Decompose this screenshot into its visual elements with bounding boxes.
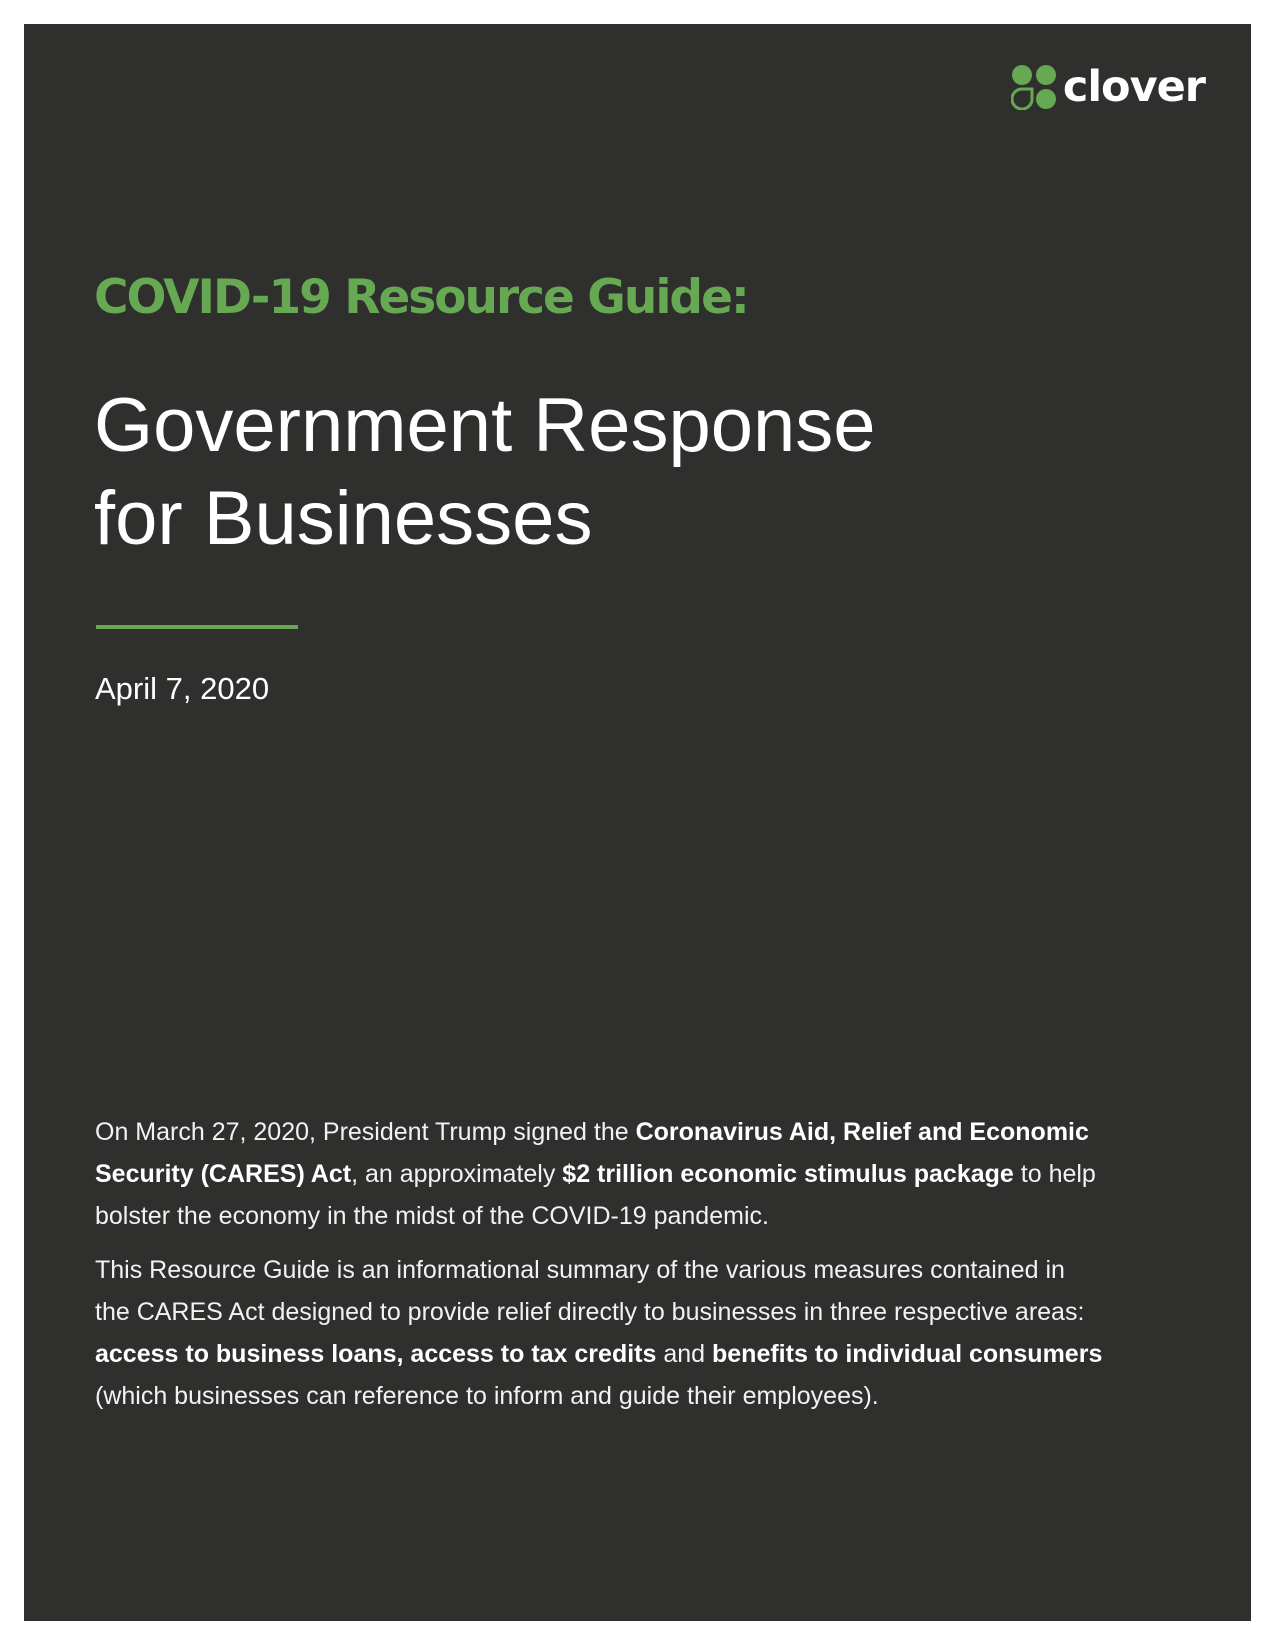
intro-paragraph-2 [95, 1249, 1225, 1417]
title-line-2: for Businesses [94, 476, 593, 561]
text-line: bolster the economy in the midst of the COVID-19 pandemic. [95, 1202, 769, 1230]
text-line: This Resource Guide is an informational summary of the various measures contained in [95, 1256, 1065, 1284]
relief-areas-loans-credits: access to business loans, access to tax credits [95, 1340, 657, 1368]
text-run: On March 27, 2020, President Trump signed the [95, 1118, 636, 1146]
clover-leaf-icon [1011, 64, 1057, 110]
accent-divider [96, 625, 298, 629]
cover-page [24, 24, 1251, 1621]
intro-paragraph-1 [95, 1111, 1225, 1237]
text-run: and [656, 1340, 712, 1368]
text-line [95, 1111, 1225, 1153]
text-line: (which businesses can reference to inform and guide their employees). [95, 1382, 879, 1410]
intro-text [95, 1111, 1225, 1429]
guide-kicker: COVID-19 Resource Guide: [94, 270, 748, 325]
text-run: to help [1013, 1160, 1096, 1188]
stimulus-amount: $2 trillion economic stimulus package [562, 1160, 1014, 1188]
text-run: , an approximately [351, 1160, 563, 1188]
text-line [95, 1333, 1225, 1375]
clover-logo [1011, 61, 1205, 112]
relief-area-consumers: benefits to individual consumers [712, 1340, 1103, 1368]
publish-date: April 7, 2020 [95, 671, 270, 706]
page-title [94, 379, 876, 565]
cares-act-short-name: Security (CARES) Act [95, 1160, 352, 1188]
title-line-1: Government Response [94, 383, 876, 468]
text-line: the CARES Act designed to provide relief directly to businesses in three respective areas: [95, 1298, 1085, 1326]
cares-act-name: Coronavirus Aid, Relief and Economic [635, 1118, 1089, 1146]
text-line [95, 1153, 1225, 1195]
brand-name: clover [1062, 61, 1205, 112]
